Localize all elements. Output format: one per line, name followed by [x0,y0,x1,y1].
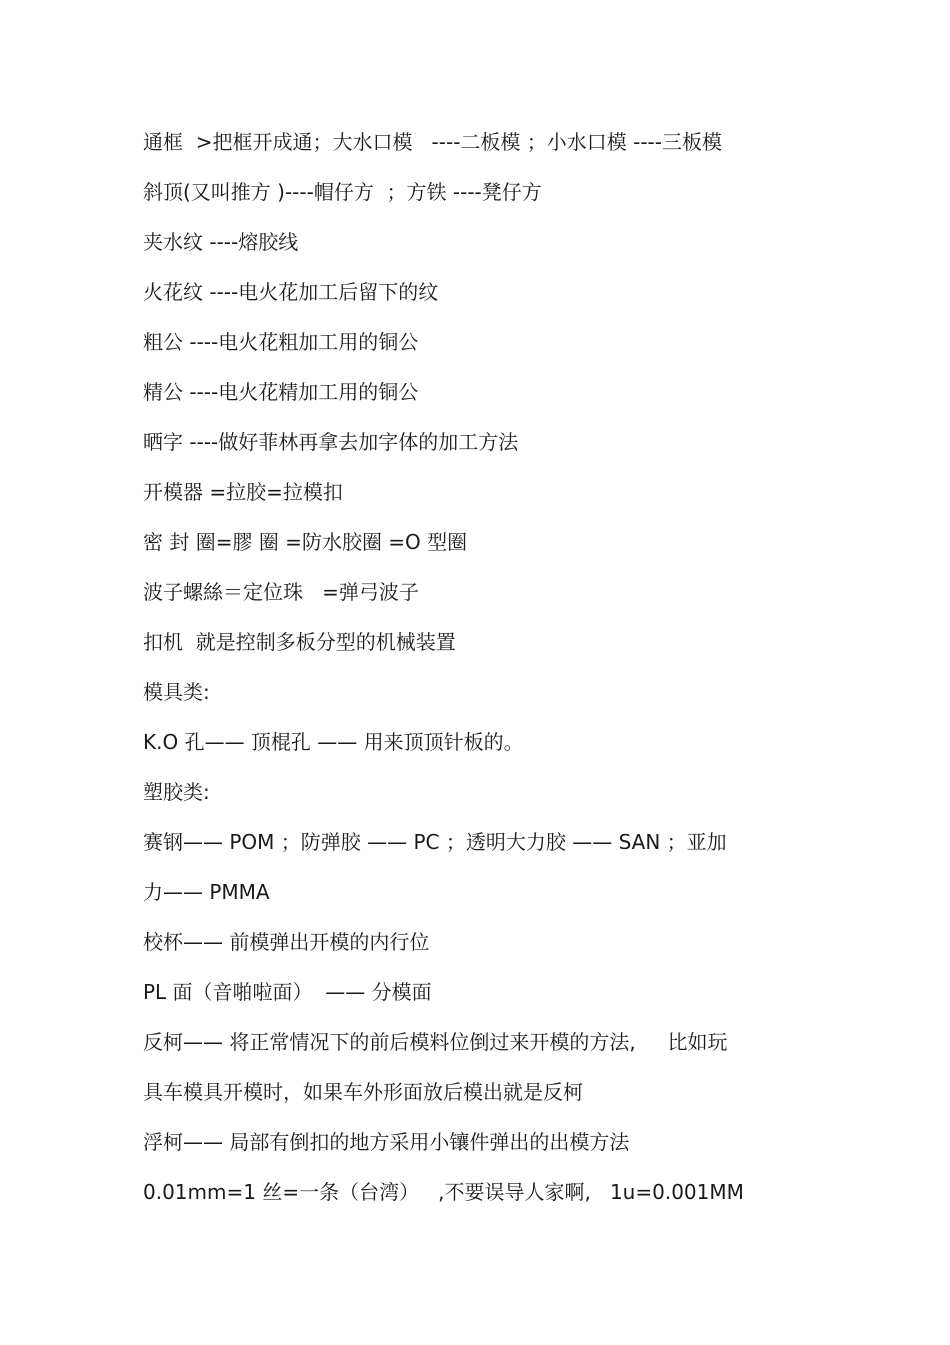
text-line: 通框 >把框开成通；大水口模 ----二板模 ；小水口模 ----三板模 [143,130,722,154]
text-line: 力—— PMMA [143,880,270,904]
text-line: 夹水纹 ----熔胶线 [143,230,299,254]
text-line: 具车模具开模时，如果车外形面放后模出就是反柯 [143,1080,583,1104]
text-line: 浮柯—— 局部有倒扣的地方采用小镶件弹出的出模方法 [143,1130,630,1154]
text-line: 粗公 ----电火花粗加工用的铜公 [143,330,419,354]
text-line: 斜顶(又叫推方 )----帽仔方 ；方铁 ----凳仔方 [143,180,542,204]
text-line: 扣机 就是控制多板分型的机械装置 [143,630,456,654]
section-heading: 塑胶类: [143,780,210,804]
text-line: PL 面（音啪啦面） —— 分模面 [143,980,432,1004]
text-line: 赛钢—— POM ；防弹胶 —— PC ；透明大力胶 —— SAN ；亚加 [143,830,727,854]
text-line: 校杯—— 前模弹出开模的内行位 [143,930,430,954]
section-heading: 模具类: [143,680,210,704]
text-line: 0.01mm=1 丝=一条（台湾） ,不要误导人家啊, 1u=0.001MM [143,1180,744,1204]
text-line: 反柯—— 将正常情况下的前后模料位倒过来开模的方法, 比如玩 [143,1030,728,1054]
text-line: K.O 孔—— 顶棍孔 —— 用来顶顶针板的。 [143,730,524,754]
text-line: 密 封 圈=膠 圈 =防水胶圈 =O 型圈 [143,530,468,554]
document-body [143,123,813,1223]
text-line: 波子螺絲＝定位珠 =弹弓波子 [143,580,419,604]
text-line: 火花纹 ----电火花加工后留下的纹 [143,280,439,304]
text-line: 开模器 =拉胶=拉模扣 [143,480,343,504]
text-line: 晒字 ----做好菲林再拿去加字体的加工方法 [143,430,519,454]
text-line: 精公 ----电火花精加工用的铜公 [143,380,419,404]
